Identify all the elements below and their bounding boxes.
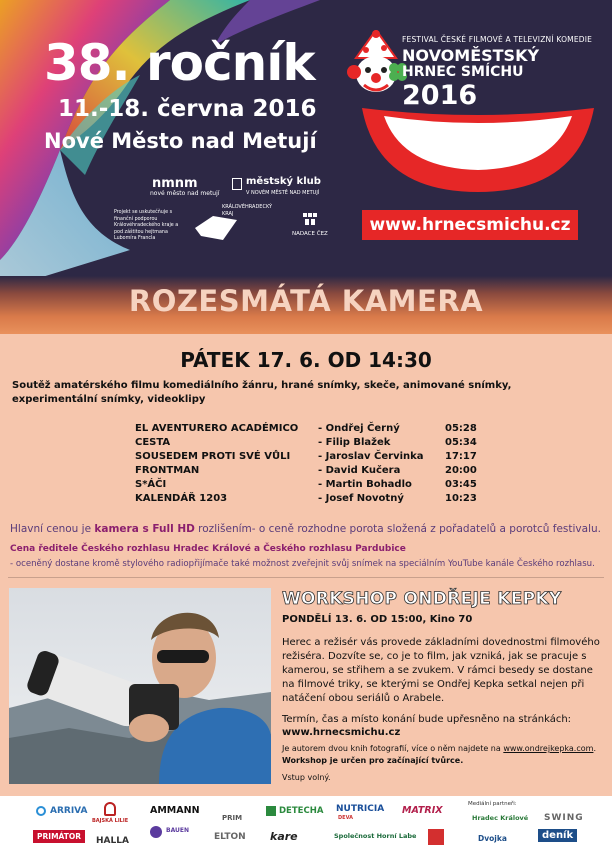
arriva-icon [36,806,46,816]
festival-town: Nové Město nad Metují [44,129,317,153]
film-title: EL AVENTURERO ACADÉMICO [135,423,299,434]
photographer-photo [9,588,271,784]
sponsor-prim: PRIM [222,814,243,822]
workshop-date: PONDĚLÍ 13. 6. OD 15:00, Kino 70 [282,614,473,625]
film-duration: 17:17 [445,451,477,462]
film-title: S*ÁČI [135,479,167,490]
film-row [0,423,612,437]
film-row [0,451,612,465]
film-title: KALENDÁŘ 1203 [135,493,228,504]
bauen-icon [150,826,162,838]
sponsor-primator: PRIMÁTOR [33,830,85,843]
media-hradec: Hradec Králové [472,814,529,822]
film-title: FRONTMAN [135,465,200,476]
author-note-end: . [593,744,596,753]
sponsor-spolecnost: Společnost Horní Labe [334,832,417,840]
film-author: - David Kučera [318,465,401,476]
radio-prize-text: - oceněný dostane kromě stylového radiopřijímače také možnost zveřejnit svůj snímek na speciálním YouTube kanále Českého rozhlasu. [10,559,595,569]
sponsor-nutricia: NUTRICIA [336,804,385,814]
sponsor-matrix: MATRIX [402,805,443,816]
author-note-text: Je autorem dvou knih fotografií, více o něm najdete na [282,744,504,753]
main-prize-highlight: kamera s Full HD [94,523,195,535]
main-prize-pre: Hlavní cenou je [10,523,95,535]
film-author: - Josef Novotný [318,493,404,504]
section-title: ROZESMÁTÁ KAMERA [128,284,484,318]
festival-subtitle: FESTIVAL ČESKÉ FILMOVÉ A TELEVIZNÍ KOMEDIE [402,35,593,44]
film-duration: 05:34 [445,437,477,448]
kraj-support-note: Projekt se uskutečňuje s finanční podporou Královéhradeckého kraje a pod záštitou hejtmana Lubomíra Francla [114,210,179,241]
smile-mouth-graphic [358,104,598,196]
film-duration: 10:23 [445,493,477,504]
workshop-url-link[interactable]: www.hrnecsmichu.cz [282,727,401,738]
workshop-free-entry: Vstup volný. [282,773,331,782]
nmnm-logo: nmnm [152,176,198,191]
festival-name-line1: NOVOMĚSTSKÝ [402,46,540,65]
sponsor-kare: kare [270,830,298,843]
sponsor-lilie: BAJSKÁ LILIE [92,818,129,824]
film-author: - Martin Bohadlo [318,479,412,490]
film-row [0,437,612,451]
cez-logo-icon [302,212,318,226]
edition-title: 38. ročník [44,34,315,92]
festival-dates: 11.-18. června 2016 [58,96,317,122]
workshop-description: Herec a režisér vás provede základními dovednostmi filmového režiséra. Dozvíte se, co je to film, jak vzniká, jak se pracuje s kamerou, se střihem a se zvukem. V rámci besedy se dostane na filmové triky, se kterými se Ondřej Kepka setkal nejen při natáčení obou seriálů o Arabele. [282,637,600,704]
sponsor-detecha: DETECHA [279,806,324,816]
detecha-icon [266,806,276,816]
lilie-icon [104,802,116,816]
screening-heading: PÁTEK 17. 6. OD 14:30 [180,348,432,372]
media-dvojka: Dvojka [478,834,507,843]
main-prize-text [10,523,610,535]
film-row [0,465,612,479]
cez-caption: NADACE ČEZ [292,231,328,237]
kraj-logo-icon [193,214,239,242]
film-row [0,493,612,507]
sponsor-arriva: ARRIVA [50,806,88,816]
author-note [282,744,608,753]
section-divider [8,577,604,578]
kraj-logo-text: KRÁLOVÉHRADECKÝ KRAJ [222,204,273,217]
media-swing: SWING [544,813,584,823]
media-partners-label: Mediální partneři: [468,801,517,807]
radio-prize-heading: Cena ředitele Českého rozhlasu Hradec Králové a Českého rozhlasu Pardubice [10,544,406,554]
author-website-link[interactable]: www.ondrejkepka.com [503,744,594,753]
film-duration: 03:45 [445,479,477,490]
festival-year: 2016 [402,80,478,111]
sponsor-elton: ELTON [214,832,246,842]
website-banner[interactable]: www.hrnecsmichu.cz [362,210,578,240]
film-row [0,479,612,493]
red-sponsor-icon [428,829,444,845]
building-icon [232,178,242,190]
nmnm-caption: nové město nad metují [150,190,220,197]
film-title: CESTA [135,437,171,448]
festival-header [0,0,612,290]
film-title: SOUSEDEM PROTI SVÉ VŮLI [135,451,291,462]
film-duration: 20:00 [445,465,477,476]
mestsky-klub-logo: městský klub [246,176,321,187]
sponsor-deva: DEVA [338,815,353,821]
film-duration: 05:28 [445,423,477,434]
sponsor-ammann: AMMANN [150,805,200,816]
workshop-info: Termín, čas a místo konání bude upřesněno na stránkách: [282,714,572,725]
competition-intro: Soutěž amatérského filmu komediálního žánru, hrané snímky, skeče, animované snímky, experimentální snímky, videoklipy [12,380,512,405]
media-denik: deník [538,829,577,842]
sponsors-strip [0,796,612,859]
sponsor-halla: HALLA [96,836,129,846]
workshop-target: Workshop je určen pro začínající tvůrce. [282,756,464,765]
festival-name-line2: HRNEC SMÍCHU [402,64,524,80]
film-author: - Filip Blažek [318,437,391,448]
film-author: - Jaroslav Červinka [318,451,424,462]
workshop-title: WORKSHOP ONDŘEJE KEPKY [282,589,562,609]
main-prize-post: rozlišením- o ceně rozhodne porota složená z pořadatelů a porotců festivalu. [194,523,601,535]
mestsky-klub-caption: V NOVÉM MĚSTĚ NAD METUJÍ [246,190,320,196]
film-author: - Ondřej Černý [318,423,400,434]
sponsor-bauen: BAUEN [166,827,190,834]
